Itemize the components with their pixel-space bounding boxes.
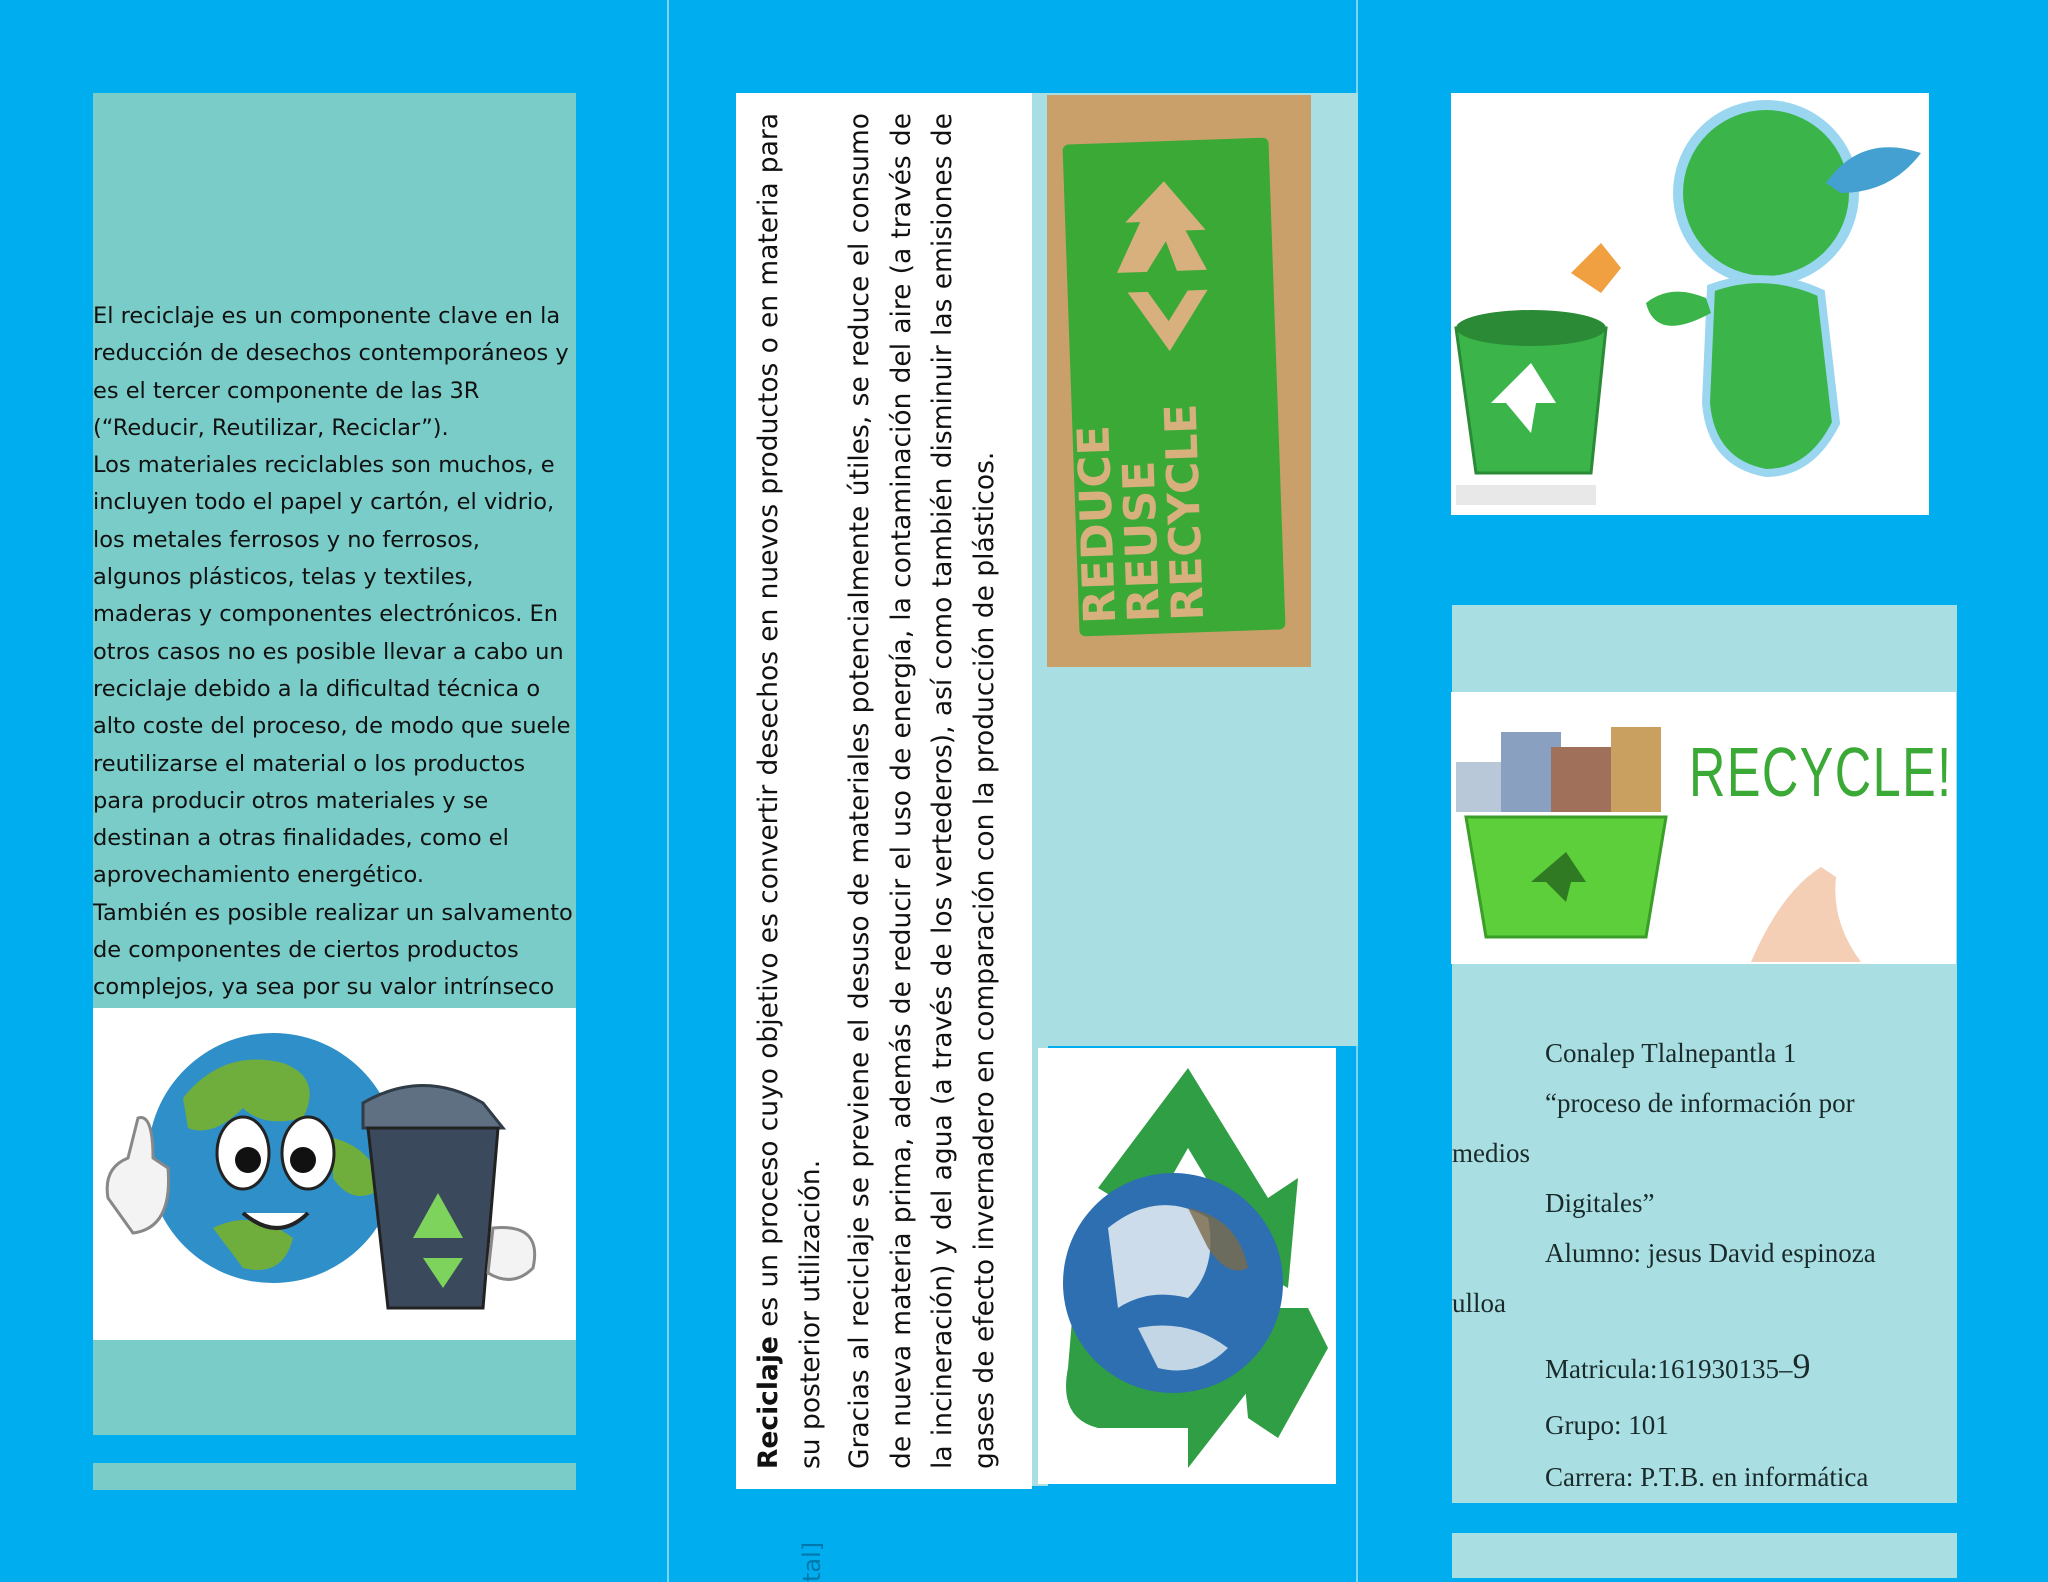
recycle-bin-image (1451, 692, 1956, 964)
student-name-line-2: ulloa (1452, 1288, 1506, 1318)
module-line-1: “proceso de información por (1545, 1088, 1855, 1118)
career: Carrera: P.T.B. en informática (1545, 1462, 1869, 1492)
middle-rotated-text-box (736, 93, 1032, 1489)
right-panel-strip (1452, 1533, 1957, 1578)
sign-word-reduce: REDUCE (1068, 424, 1127, 625)
definition-text: es un proceso cuyo objetivo es convertir desechos en nuevos productos o en materia para su posterior utilización. (753, 113, 826, 1469)
sign-words (1062, 140, 1215, 625)
sign-word-recycle: RECYCLE (1155, 402, 1215, 622)
mascot-throwing-trash-image (1451, 93, 1929, 515)
reduce-reuse-recycle-sign (1047, 95, 1311, 667)
middle-rotated-text (736, 93, 1032, 1489)
left-panel-text (93, 298, 575, 1044)
earth-bin-illustration (93, 1008, 576, 1340)
definition-paragraph (748, 113, 831, 1469)
school-name: Conalep Tlalnepantla 1 (1545, 1038, 1797, 1068)
earth-mascot-icon (93, 1008, 576, 1340)
matricula (1452, 1345, 1810, 1387)
term-reciclaje: Reciclaje (753, 1336, 784, 1469)
green-mascot-icon (1451, 93, 1929, 515)
benefits-paragraph: Gracias al reciclaje se previene el desuso de materiales potencialmente útiles, se reduce el consumo de nueva materia prima, además de reducir el uso de energía, la contaminación del aire (a través de la incineración) y del agua (a través de los vertederos), así como también disminuir las emisiones de gases de efecto invernadero en comparación con la producción de plásticos. (844, 113, 1000, 1469)
group: Grupo: 101 (1545, 1410, 1669, 1440)
module-line-2: medios (1452, 1138, 1530, 1168)
sign-word-reuse: REUSE (1113, 459, 1171, 624)
left-panel-strip (93, 1463, 576, 1490)
module-line-3: Digitales” (1545, 1188, 1655, 1218)
rotated-footer-fragment (798, 1500, 832, 1582)
matricula-number: Matricula:161930135– (1545, 1354, 1793, 1384)
green-sign-plate (1062, 138, 1285, 637)
intro-paragraph: El reciclaje es un componente clave en la reducción de desechos contemporáneos y es el tercer componente de las 3R (“Reducir, Reutilizar, Reciclar”). (93, 303, 569, 441)
earth-recycle-image (1038, 1048, 1336, 1484)
salvage-paragraph: También es posible realizar un salvamento de componentes de ciertos productos complejos, ya sea por su valor intrínseco (93, 899, 573, 1001)
recycle-banner-text: RECYCLE! (1689, 733, 1953, 811)
fold-line-left (667, 0, 669, 1582)
matricula-check-digit: 9 (1792, 1346, 1811, 1386)
materials-paragraph: Los materiales reciclables son muchos, e incluyen todo el papel y cartón, el vidrio, los metales ferrosos y no ferrosos, algunos plásticos, telas y textiles, maderas y componentes electrónicos. En otros casos no es posible llevar a cabo un reciclaje debido a la dificultad técnica o alto coste del proceso, de modo que suele reutilizarse el material o los productos para producir otros materiales y se destinan a otras finalidades, como el aprovechamiento energético. (93, 452, 571, 889)
footer-fragment-text: tal] (798, 1541, 826, 1582)
globe-recycle-icon (1038, 1048, 1336, 1484)
student-name-line-1: Alumno: jesus David espinoza (1545, 1238, 1876, 1268)
